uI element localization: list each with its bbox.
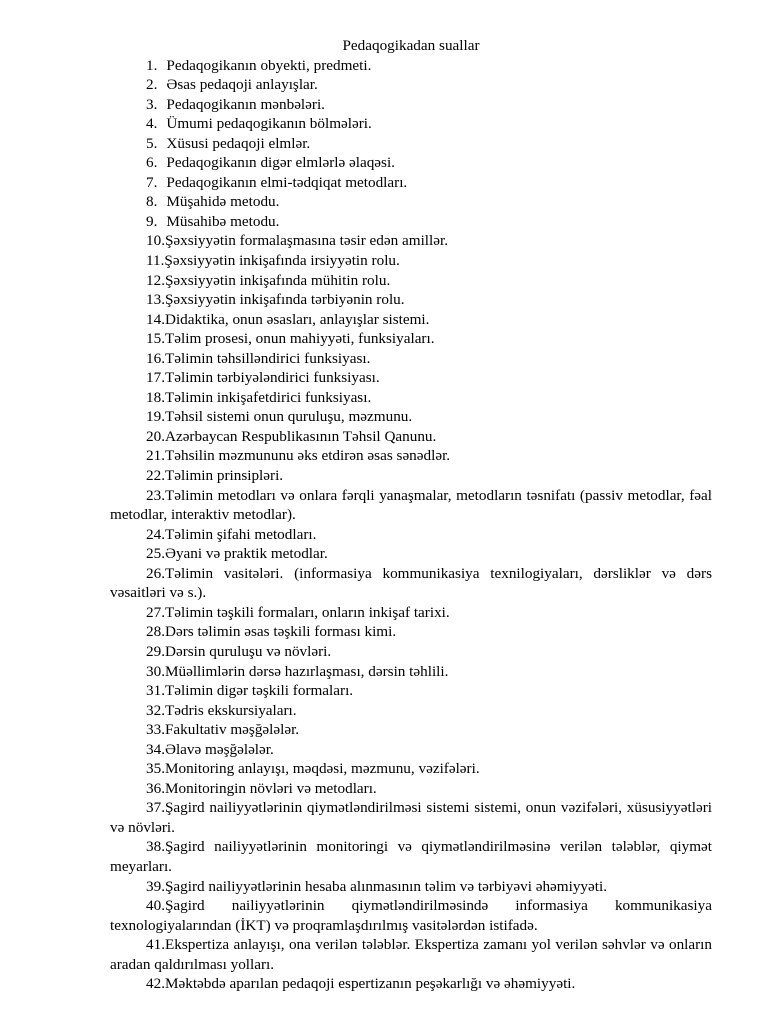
question-number: 12. [146, 271, 165, 289]
question-item [110, 349, 712, 369]
question-number: 3. [146, 95, 158, 113]
question-item [110, 271, 712, 291]
question-text: Əlavə məşğələlər. [164, 740, 274, 758]
question-number: 23. [146, 486, 165, 504]
question-item [110, 622, 712, 642]
question-number: 11. [146, 252, 165, 270]
question-text: Şagird nailiyyətlərinin monitoringi və qiymətləndirilməsinə verilən tələblər, qiymət meyarları. [110, 838, 712, 875]
question-item [110, 486, 712, 525]
question-number: 1. [146, 56, 158, 74]
question-item [110, 388, 712, 408]
question-text: Didaktika, onun əsasları, anlayışlar sistemi. [164, 310, 430, 328]
question-text: Təlimin metodları və onlara fərqli yanaşmalar, metodların təsnifatı (passiv metodlar, fəal metodlar, interaktiv metodlar). [110, 486, 712, 524]
question-number: 25. [146, 545, 165, 563]
question-text: Pedaqogikanın digər elmlərlə əlaqəsi. [166, 154, 395, 172]
question-text: Əyani və praktik metodlar. [164, 545, 328, 563]
question-text: Şəxsiyyətin inkişafında irsiyyətin rolu. [164, 252, 400, 270]
question-item [110, 681, 712, 701]
question-item [110, 701, 712, 721]
question-item [110, 231, 712, 251]
question-number: 24. [146, 525, 165, 543]
questions-list [110, 56, 712, 994]
question-number: 17. [146, 369, 165, 387]
question-number: 29. [146, 642, 165, 660]
question-text: Şəxsiyyətin formalaşmasına təsir edən amillər. [164, 232, 448, 250]
question-number: 35. [146, 760, 165, 778]
question-number: 13. [146, 291, 165, 309]
question-text: Məktəbdə aparılan pedaqoji espertizanın peşəkarlığı və əhəmiyyəti. [164, 975, 576, 993]
question-item [110, 192, 712, 212]
question-text: Pedaqogikanın obyekti, predmeti. [166, 56, 372, 74]
question-text: Şəxsiyyətin inkişafında mühitin rolu. [164, 271, 391, 289]
question-text: Xüsusi pedaqoji elmlər. [166, 134, 311, 152]
question-number: 4. [146, 115, 158, 133]
question-text: Şəxsiyyətin inkişafında tərbiyənin rolu. [164, 291, 405, 309]
question-text: Monitoring anlayışı, məqdəsi, məzmunu, vəzifələri. [164, 760, 480, 778]
question-number: 26. [146, 564, 165, 582]
document-title: Pedaqogikadan suallar [342, 37, 480, 54]
question-text: Şagird nailiyyətlərinin hesaba alınmasının təlim və tərbiyəvi əhəmiyyəti. [164, 877, 607, 895]
question-text: Monitoringin növləri və metodları. [164, 779, 377, 797]
question-item [110, 173, 712, 193]
question-number: 42. [146, 975, 165, 993]
question-item [110, 877, 712, 897]
question-number: 10. [146, 232, 165, 250]
question-text: Təlimin tərbiyələndirici funksiyası. [164, 369, 380, 387]
question-item [110, 427, 712, 447]
question-item [110, 935, 712, 974]
question-text: Təhsilin məzmununu əks etdirən əsas sənədlər. [164, 447, 451, 465]
question-text: Təlimin vasitələri. (informasiya kommunikasiya texnilogiyaları, dərsliklər və dərs vəsaitləri və s.). [110, 564, 712, 602]
question-item [110, 114, 712, 134]
question-number: 28. [146, 623, 165, 641]
question-item [110, 642, 712, 662]
question-number: 38. [146, 838, 165, 856]
question-item [110, 212, 712, 232]
question-text: Təlimin şifahi metodları. [164, 525, 317, 543]
question-number: 21. [146, 447, 165, 465]
question-number: 22. [146, 467, 165, 485]
question-text: Təlimin inkişafetdirici funksiyası. [164, 388, 372, 406]
question-number: 9. [146, 212, 158, 230]
question-item [110, 153, 712, 173]
question-item [110, 95, 712, 115]
question-number: 8. [146, 193, 158, 211]
question-text: Pedaqogikanın mənbələri. [166, 95, 325, 113]
question-item [110, 329, 712, 349]
question-text: Təlimin digər təşkili formaları. [164, 682, 354, 700]
question-text: Ekspertiza anlayışı, ona verilən tələblər. Ekspertiza zamanı yol verilən səhvlər və onların aradan qaldırılması yolları. [110, 936, 712, 973]
question-text: Əsas pedaqoji anlayışlar. [166, 76, 318, 94]
question-number: 32. [146, 701, 165, 719]
question-item [110, 525, 712, 545]
question-text: Müəllimlərin dərsə hazırlaşması, dərsin təhlili. [164, 662, 449, 680]
question-number: 37. [146, 799, 165, 817]
question-number: 20. [146, 427, 165, 445]
question-item [110, 974, 712, 994]
question-number: 33. [146, 721, 165, 739]
document-page [110, 36, 712, 994]
question-number: 30. [146, 662, 165, 680]
question-item [110, 290, 712, 310]
question-text: Fakultativ məşğələlər. [164, 721, 300, 739]
question-item [110, 368, 712, 388]
question-text: Tədris ekskursiyaları. [164, 701, 297, 719]
question-item [110, 544, 712, 564]
question-item [110, 134, 712, 154]
question-text: Təlim prosesi, onun mahiyyəti, funksiyaları. [164, 330, 435, 348]
question-item [110, 740, 712, 760]
question-text: Dərs təlimin əsas təşkili forması kimi. [164, 623, 397, 641]
question-text: Təlimin prinsipləri. [164, 467, 284, 485]
question-text: Şagird nailiyyətlərinin qiymətləndirilməsi sistemi sistemi, onun vəzifələri, xüsusiyyətləri və növləri. [110, 799, 712, 836]
question-item [110, 75, 712, 95]
question-item [110, 798, 712, 837]
question-text: Təlimin təhsilləndirici funksiyası. [164, 349, 371, 367]
question-item [110, 720, 712, 740]
question-number: 6. [146, 154, 158, 172]
question-number: 5. [146, 134, 158, 152]
question-number: 39. [146, 877, 165, 895]
question-item [110, 662, 712, 682]
question-item [110, 56, 712, 76]
question-item [110, 310, 712, 330]
question-item [110, 251, 712, 271]
question-number: 41. [146, 936, 165, 954]
question-number: 14. [146, 310, 165, 328]
question-item [110, 446, 712, 466]
question-item [110, 407, 712, 427]
question-number: 16. [146, 349, 165, 367]
question-item [110, 603, 712, 623]
question-number: 40. [146, 897, 165, 915]
question-number: 7. [146, 173, 158, 191]
question-text: Müşahidə metodu. [166, 193, 280, 211]
question-text: Təlimin təşkili formaları, onların inkişaf tarixi. [164, 603, 450, 621]
question-item [110, 779, 712, 799]
question-text: Müsahibə metodu. [166, 212, 280, 230]
question-item [110, 837, 712, 876]
question-text: Şagird nailiyyətlərinin qiymətləndirilməsində informasiya kommunikasiya texnologiyalarından (İKT) və proqramlaşdırılmış vasitələrdən istifadə. [110, 897, 712, 934]
question-text: Pedaqogikanın elmi-tədqiqat metodları. [166, 173, 408, 191]
question-number: 18. [146, 388, 165, 406]
question-number: 31. [146, 682, 165, 700]
question-item [110, 759, 712, 779]
question-number: 19. [146, 408, 165, 426]
question-number: 27. [146, 603, 165, 621]
question-text: Dərsin quruluşu və növləri. [164, 642, 332, 660]
question-text: Azərbaycan Respublikasının Təhsil Qanunu. [164, 427, 437, 445]
question-item [110, 466, 712, 486]
question-number: 15. [146, 330, 165, 348]
question-number: 34. [146, 740, 165, 758]
question-text: Təhsil sistemi onun quruluşu, məzmunu. [164, 408, 413, 426]
question-item [110, 896, 712, 935]
question-number: 36. [146, 779, 165, 797]
question-item [110, 564, 712, 603]
question-number: 2. [146, 76, 158, 94]
question-text: Ümumi pedaqogikanın bölmələri. [166, 115, 372, 133]
